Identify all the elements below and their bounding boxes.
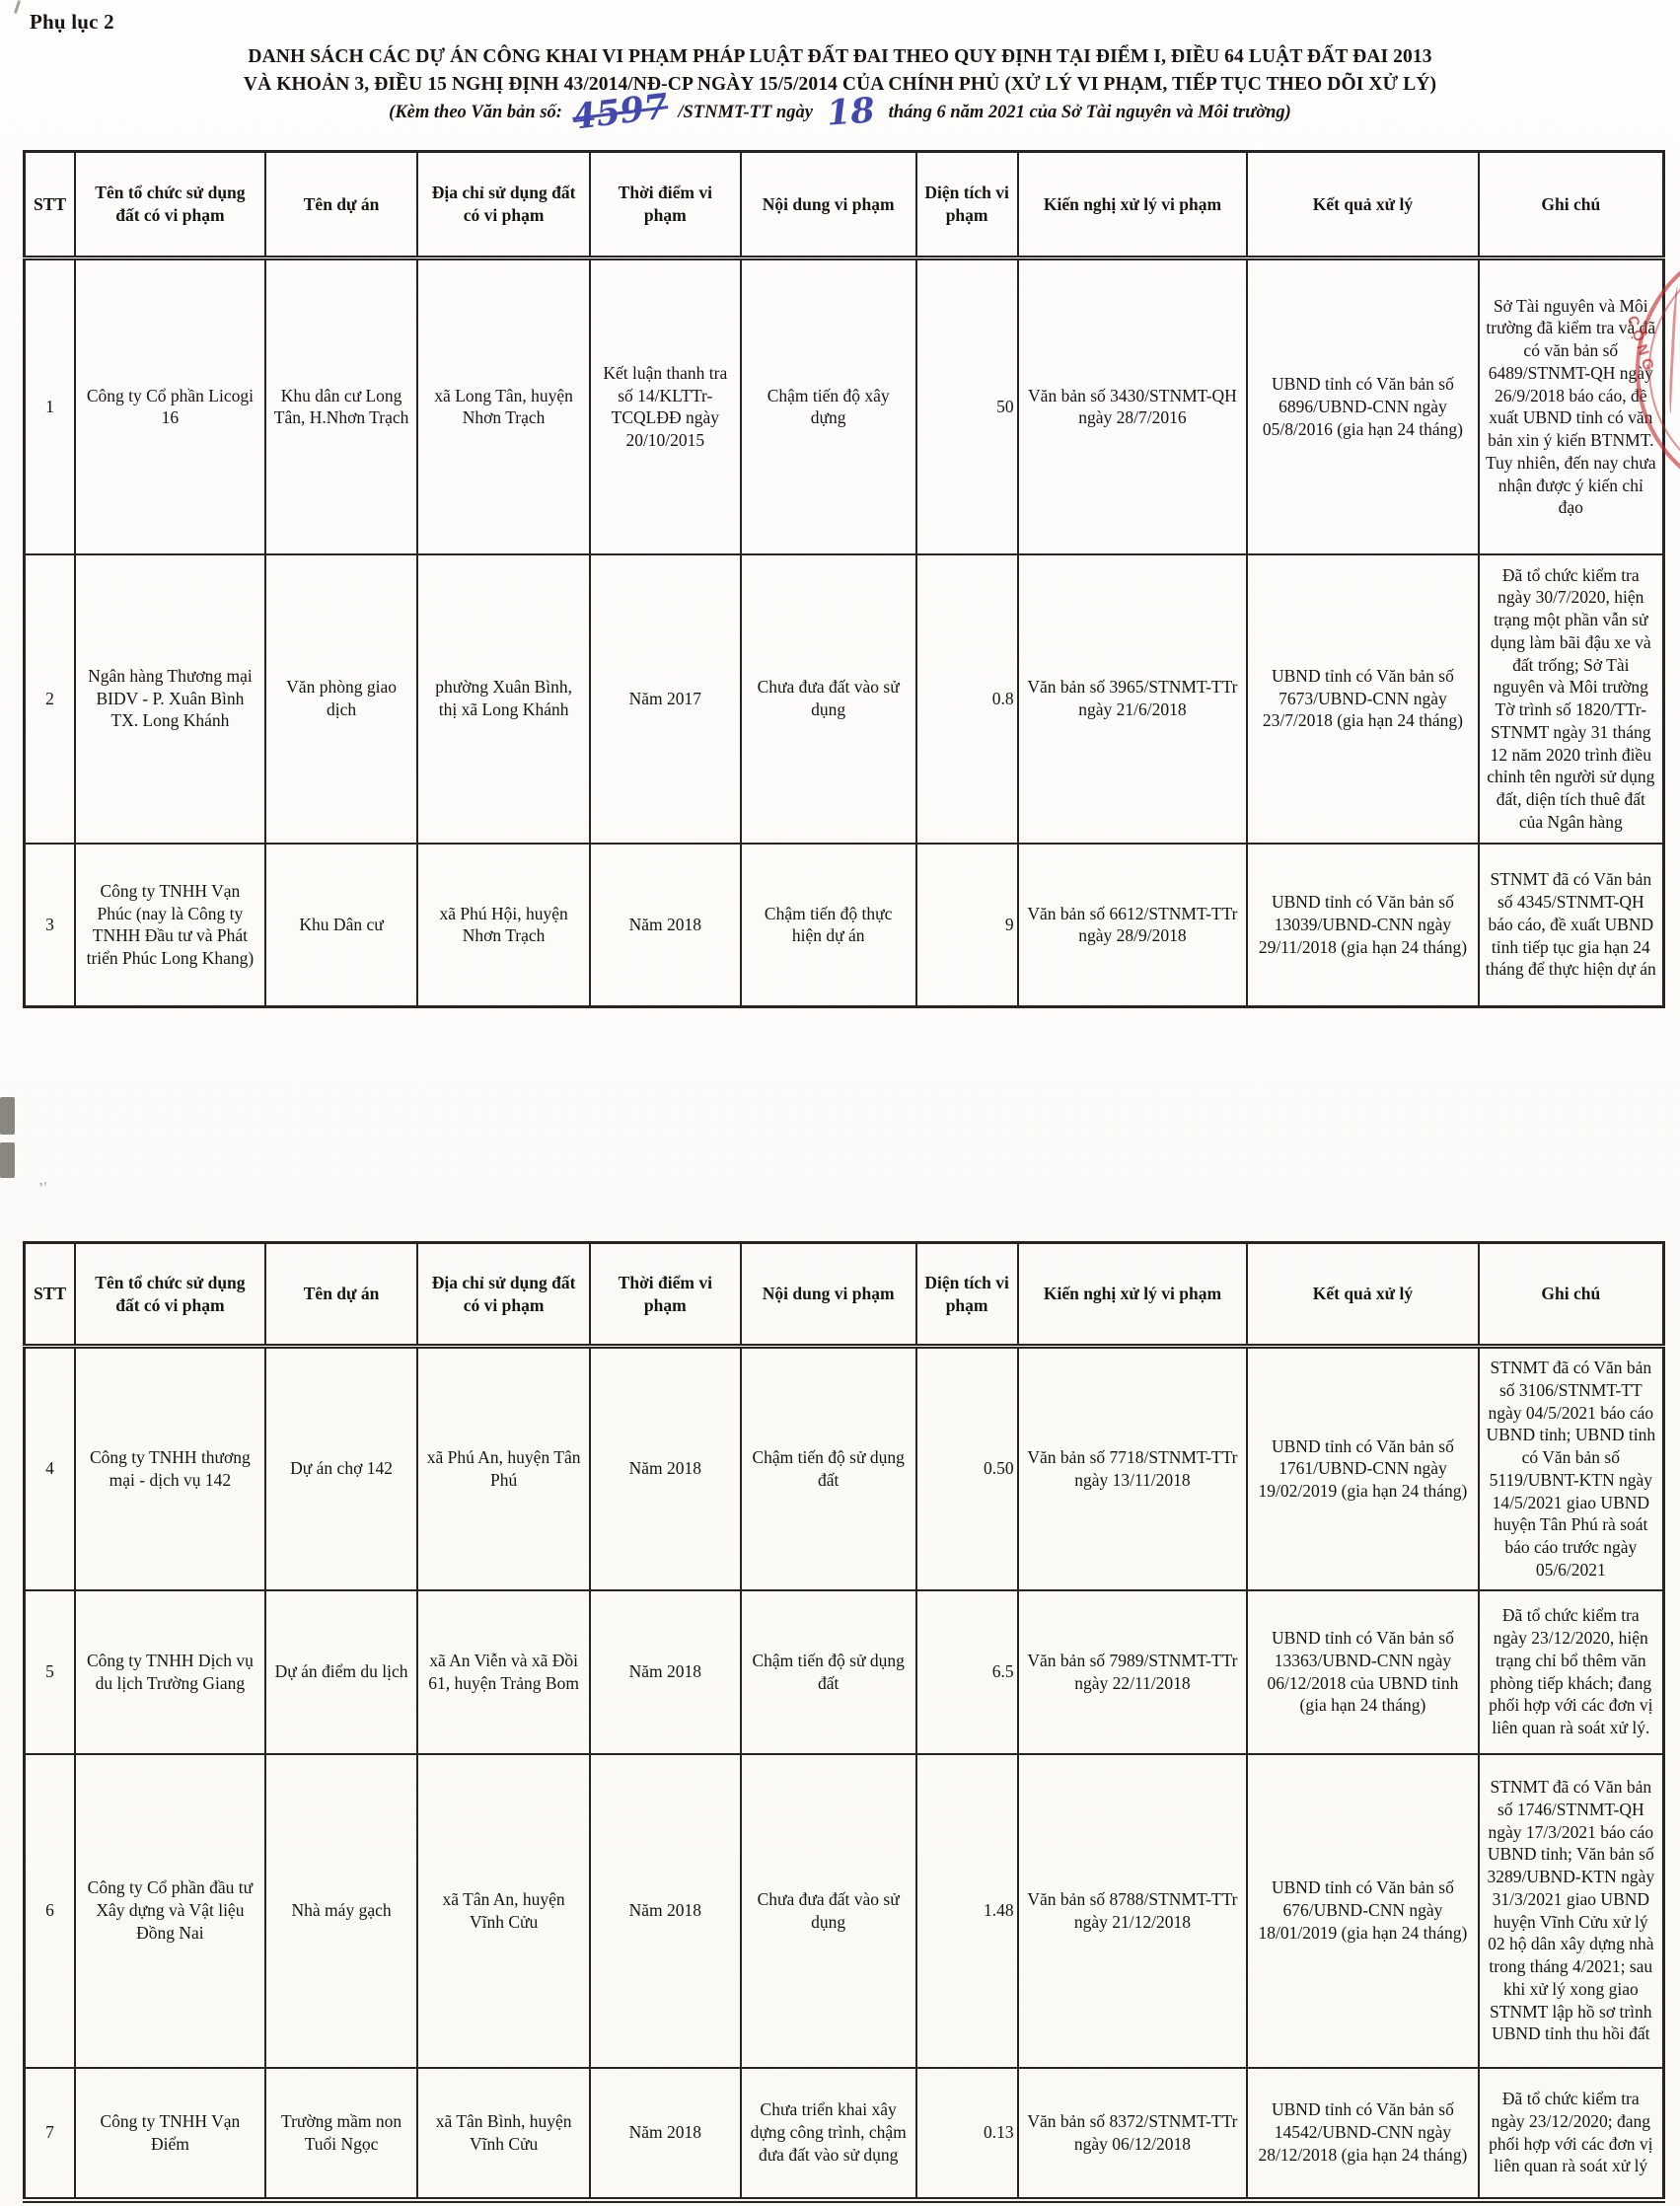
cell-content: Chậm tiến độ xây dựng [741, 258, 916, 554]
column-header-5: Nội dung vi phạm [741, 152, 916, 258]
cell-content: Chậm tiến độ sử dụng đất [741, 1347, 916, 1590]
cell-note: Đã tổ chức kiểm tra ngày 23/12/2020, hiện trạng chỉ bổ thêm văn phòng tiếp khách; đang phối hợp với các đơn vị liên quan rà soát xử lý. [1479, 1590, 1664, 1754]
table-row [25, 844, 1664, 1007]
cell-stt: 1 [25, 258, 76, 554]
cell-note: STNMT đã có Văn bản số 3106/STNMT-TT ngày 04/5/2021 báo cáo UBND tỉnh; UBND tỉnh có Văn bản số 5119/UBNT-KTN ngày 14/5/2021 giao UBND huyện Tân Phú rà soát báo cáo trước ngày 05/6/2021 [1479, 1347, 1664, 1590]
cell-org: Công ty TNHH Dịch vụ du lịch Trường Giang [75, 1590, 265, 1754]
cell-stt: 2 [25, 554, 76, 844]
violations-table-page-2 [23, 1241, 1665, 2203]
cell-result: UBND tỉnh có Văn bản số 676/UBND-CNN ngày 18/01/2019 (gia hạn 24 tháng) [1247, 1754, 1478, 2068]
cell-result: UBND tỉnh có Văn bản số 13039/UBND-CNN ngày 29/11/2018 (gia hạn 24 tháng) [1247, 844, 1478, 1007]
cell-area: 0.13 [916, 2068, 1018, 2200]
cell-stt: 7 [25, 2068, 76, 2200]
cell-content: Chưa đưa đất vào sử dụng [741, 1754, 916, 2068]
cell-project: Dự án điểm du lịch [265, 1590, 418, 1754]
scan-artifact-bar [0, 1142, 15, 1178]
column-header-7: Kiến nghị xử lý vi phạm [1018, 1243, 1248, 1347]
cell-note: STNMT đã có Văn bản số 4345/STNMT-QH báo cáo, đề xuất UBND tỉnh tiếp tục gia hạn 24 tháng để thực hiện dự án [1479, 844, 1664, 1007]
scan-artifact-mark: ’′ [37, 1179, 50, 1198]
cell-time: Năm 2018 [590, 1590, 741, 1754]
table-header-row [25, 1243, 1664, 1347]
column-header-1: Tên tổ chức sử dụng đất có vi phạm [75, 152, 265, 258]
cell-time: Năm 2018 [590, 1347, 741, 1590]
cell-area: 6.5 [916, 1590, 1018, 1754]
cell-area: 0.8 [916, 554, 1018, 844]
column-header-1: Tên tổ chức sử dụng đất có vi phạm [75, 1243, 265, 1347]
red-stamp-edge-mark [1668, 286, 1680, 414]
cell-recommendation: Văn bản số 6612/STNMT-TTr ngày 28/9/2018 [1018, 844, 1248, 1007]
cell-org: Công ty TNHH thương mại - dịch vụ 142 [75, 1347, 265, 1590]
document-title-block [0, 43, 1680, 138]
subtitle-middle: /STNMT-TT ngày [678, 102, 813, 122]
cell-note: Sở Tài nguyên và Môi trường đã kiểm tra và đã có văn bản số 6489/STNMT-QH ngày 26/9/2018 báo cáo, đề xuất UBND tỉnh có văn bản xin ý kiến BTNMT. Tuy nhiên, đến nay chưa nhận được ý kiến chỉ đạo [1479, 258, 1664, 554]
column-header-4: Thời điểm vi phạm [590, 1243, 741, 1347]
column-header-3: Địa chỉ sử dụng đất có vi phạm [417, 1243, 590, 1347]
cell-content: Chưa đưa đất vào sử dụng [741, 554, 916, 844]
cell-recommendation: Văn bản số 3430/STNMT-QH ngày 28/7/2016 [1018, 258, 1248, 554]
red-stamp-text: CỘNG [1623, 314, 1658, 377]
cell-area: 9 [916, 844, 1018, 1007]
subtitle-prefix: (Kèm theo Văn bản số: [389, 102, 562, 122]
cell-result: UBND tỉnh có Văn bản số 1761/UBND-CNN ngày 19/02/2019 (gia hạn 24 tháng) [1247, 1347, 1478, 1590]
column-header-0: STT [25, 152, 76, 258]
document-title-line-2: VÀ KHOẢN 3, ĐIỀU 15 NGHỊ ĐỊNH 43/2014/NĐ-CP NGÀY 15/5/2014 CỦA CHÍNH PHỦ (XỬ LÝ VI PHẠM, TIẾP TỤC THEO DÕI XỬ LÝ) [243, 74, 1437, 96]
cell-time: Năm 2018 [590, 844, 741, 1007]
handwritten-day-number: 18 [825, 89, 876, 134]
cell-address: xã Long Tân, huyện Nhơn Trạch [417, 258, 590, 554]
cell-time: Năm 2018 [590, 1754, 741, 2068]
table-row [25, 1590, 1664, 1754]
cell-stt: 4 [25, 1347, 76, 1590]
column-header-0: STT [25, 1243, 76, 1347]
cell-note: Đã tổ chức kiểm tra ngày 30/7/2020, hiện trạng một phần vẫn sử dụng làm bãi đậu xe và đất trống; Sở Tài nguyên và Môi trường Tờ trình số 1820/TTr-STNMT ngày 31 tháng 12 năm 2020 trình điều chỉnh tên người sử dụng đất, diện tích thuê đất của Ngân hàng [1479, 554, 1664, 844]
handwritten-document-number: 4597 [569, 85, 671, 138]
column-header-2: Tên dự án [265, 152, 418, 258]
column-header-9: Ghi chú [1479, 152, 1664, 258]
cell-address: phường Xuân Bình, thị xã Long Khánh [417, 554, 590, 844]
column-header-3: Địa chỉ sử dụng đất có vi phạm [417, 152, 590, 258]
table-header-row [25, 152, 1664, 258]
cell-recommendation: Văn bản số 8788/STNMT-TTr ngày 21/12/2018 [1018, 1754, 1248, 2068]
table-row [25, 2068, 1664, 2200]
cell-recommendation: Văn bản số 7718/STNMT-TTr ngày 13/11/2018 [1018, 1347, 1248, 1590]
cell-address: xã Phú Hội, huyện Nhơn Trạch [417, 844, 590, 1007]
column-header-8: Kết quả xử lý [1247, 152, 1478, 258]
appendix-label: Phụ lục 2 [30, 10, 114, 34]
cell-content: Chưa triển khai xây dựng công trình, chậm đưa đất vào sử dụng [741, 2068, 916, 2200]
subtitle-suffix: tháng 6 năm 2021 của Sở Tài nguyên và Môi trường) [888, 102, 1291, 122]
column-header-5: Nội dung vi phạm [741, 1243, 916, 1347]
cell-org: Công ty Cổ phần Licogi 16 [75, 258, 265, 554]
cell-result: UBND tỉnh có Văn bản số 13363/UBND-CNN ngày 06/12/2018 của UBND tỉnh (gia hạn 24 tháng) [1247, 1590, 1478, 1754]
scan-artifact-bar [0, 1097, 15, 1135]
cell-org: Công ty TNHH Vạn Phúc (nay là Công ty TNHH Đầu tư và Phát triển Phúc Long Khang) [75, 844, 265, 1007]
cell-stt: 3 [25, 844, 76, 1007]
cell-recommendation: Văn bản số 3965/STNMT-TTr ngày 21/6/2018 [1018, 554, 1248, 844]
cell-note: Đã tổ chức kiểm tra ngày 23/12/2020; đang phối hợp với các đơn vị liên quan rà soát xử lý [1479, 2068, 1664, 2200]
cell-time: Năm 2018 [590, 2068, 741, 2200]
column-header-8: Kết quả xử lý [1247, 1243, 1478, 1347]
cell-address: xã An Viễn và xã Đồi 61, huyện Trảng Bom [417, 1590, 590, 1754]
column-header-4: Thời điểm vi phạm [590, 152, 741, 258]
column-header-6: Diện tích vi phạm [916, 1243, 1018, 1347]
table-row [25, 554, 1664, 844]
cell-address: xã Phú An, huyện Tân Phú [417, 1347, 590, 1590]
cell-address: xã Tân Bình, huyện Vĩnh Cửu [417, 2068, 590, 2200]
cell-org: Công ty Cổ phần đầu tư Xây dựng và Vật liệu Đồng Nai [75, 1754, 265, 2068]
scan-artifact-corner [14, 0, 21, 14]
cell-org: Công ty TNHH Vạn Điểm [75, 2068, 265, 2200]
table-body [25, 258, 1664, 1007]
cell-project: Dự án chợ 142 [265, 1347, 418, 1590]
cell-recommendation: Văn bản số 8372/STNMT-TTr ngày 06/12/2018 [1018, 2068, 1248, 2200]
cell-content: Chậm tiến độ thực hiện dự án [741, 844, 916, 1007]
cell-time: Kết luận thanh tra số 14/KLTTr-TCQLĐĐ ngày 20/10/2015 [590, 258, 741, 554]
table-row [25, 258, 1664, 554]
cell-project: Trường mầm non Tuổi Ngọc [265, 2068, 418, 2200]
cell-project: Văn phòng giao dịch [265, 554, 418, 844]
table-row [25, 1347, 1664, 1590]
violations-table-page-1 [23, 150, 1665, 1008]
column-header-9: Ghi chú [1479, 1243, 1664, 1347]
cell-project: Khu dân cư Long Tân, H.Nhơn Trạch [265, 258, 418, 554]
table-row [25, 1754, 1664, 2068]
cell-stt: 6 [25, 1754, 76, 2068]
cell-project: Nhà máy gạch [265, 1754, 418, 2068]
cell-stt: 5 [25, 1590, 76, 1754]
column-header-7: Kiến nghị xử lý vi phạm [1018, 152, 1248, 258]
cell-project: Khu Dân cư [265, 844, 418, 1007]
column-header-2: Tên dự án [265, 1243, 418, 1347]
column-header-6: Diện tích vi phạm [916, 152, 1018, 258]
cell-org: Ngân hàng Thương mại BIDV - P. Xuân Bình TX. Long Khánh [75, 554, 265, 844]
cell-recommendation: Văn bản số 7989/STNMT-TTr ngày 22/11/2018 [1018, 1590, 1248, 1754]
cell-area: 50 [916, 258, 1018, 554]
cell-result: UBND tỉnh có Văn bản số 6896/UBND-CNN ngày 05/8/2016 (gia hạn 24 tháng) [1247, 258, 1478, 554]
header-row [25, 152, 1664, 258]
cell-area: 1.48 [916, 1754, 1018, 2068]
cell-area: 0.50 [916, 1347, 1018, 1590]
cell-result: UBND tỉnh có Văn bản số 14542/UBND-CNN ngày 28/12/2018 (gia hạn 24 tháng) [1247, 2068, 1478, 2200]
table-body [25, 1347, 1664, 2200]
header-row [25, 1243, 1664, 1347]
document-title-line-1: DANH SÁCH CÁC DỰ ÁN CÔNG KHAI VI PHẠM PHÁP LUẬT ĐẤT ĐAI THEO QUY ĐỊNH TẠI ĐIỂM I, ĐIỀU 64 LUẬT ĐẤT ĐAI 2013 [248, 46, 1432, 67]
cell-time: Năm 2017 [590, 554, 741, 844]
cell-note: STNMT đã có Văn bản số 1746/STNMT-QH ngày 17/3/2021 báo cáo UBND tỉnh; Văn bản số 3289/UBND-KTN ngày 31/3/2021 giao UBND huyện Vĩnh Cửu xử lý 02 hộ dân xây dựng nhà trong tháng 4/2021; sau khi xử lý xong giao STNMT lập hồ sơ trình UBND tỉnh thu hồi đất [1479, 1754, 1664, 2068]
cell-address: xã Tân An, huyện Vĩnh Cửu [417, 1754, 590, 2068]
cell-content: Chậm tiến độ sử dụng đất [741, 1590, 916, 1754]
cell-result: UBND tỉnh có Văn bản số 7673/UBND-CNN ngày 23/7/2018 (gia hạn 24 tháng) [1247, 554, 1478, 844]
